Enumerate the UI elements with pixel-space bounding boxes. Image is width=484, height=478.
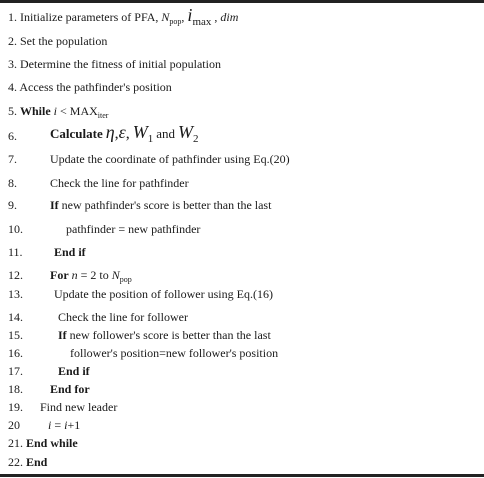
equals: = bbox=[54, 418, 62, 432]
keyword-end: End bbox=[26, 455, 48, 469]
line-text: Check the line for pathfinder bbox=[50, 176, 189, 190]
line-text: < MAX bbox=[60, 104, 98, 118]
line-text: Access the pathfinder's position bbox=[19, 80, 172, 94]
line-number: 3. bbox=[8, 57, 17, 71]
var-w1: W bbox=[132, 122, 148, 142]
var-w2: W bbox=[178, 122, 194, 142]
line-text: new pathfinder's score is better than the last bbox=[61, 198, 272, 212]
keyword-end-while: End while bbox=[26, 436, 78, 450]
line-number: 19. bbox=[8, 400, 23, 414]
algo-line-2 bbox=[8, 34, 107, 48]
top-rule bbox=[0, 0, 484, 3]
line-number: 7. bbox=[8, 152, 17, 166]
line-text: = 2 to bbox=[80, 268, 109, 282]
algo-line-10 bbox=[8, 222, 200, 236]
line-number: 6. bbox=[8, 129, 17, 143]
algo-line-7 bbox=[8, 152, 290, 166]
keyword-for: For bbox=[50, 268, 69, 282]
line-number: 5. bbox=[8, 104, 17, 118]
var-w1-sub: 1 bbox=[147, 133, 154, 145]
plus-one: +1 bbox=[67, 418, 81, 432]
line-text: Update the position of follower using Eq.(16) bbox=[54, 287, 273, 301]
algo-line-8 bbox=[8, 176, 189, 190]
algo-line-21 bbox=[8, 436, 78, 450]
algo-line-1 bbox=[8, 5, 239, 29]
keyword-calculate: Calculate bbox=[50, 126, 103, 141]
line-text: Set the population bbox=[20, 34, 108, 48]
var-w2-sub: 2 bbox=[193, 133, 199, 145]
keyword-end-for: End for bbox=[50, 382, 90, 396]
var-epsilon: ε bbox=[118, 122, 126, 142]
algo-line-3 bbox=[8, 57, 221, 71]
keyword-end-if: End if bbox=[58, 364, 90, 378]
line-text: Check the line for follower bbox=[58, 310, 188, 324]
algo-line-14 bbox=[8, 310, 188, 324]
algo-line-22 bbox=[8, 455, 47, 469]
var-N-sub: pop bbox=[119, 275, 132, 284]
comma: , bbox=[181, 10, 185, 24]
keyword-while: While bbox=[20, 104, 51, 118]
word-and: and bbox=[156, 126, 176, 141]
var-N: N bbox=[111, 268, 120, 282]
var-i: i bbox=[53, 104, 58, 118]
line-text: Initialize parameters of PFA, bbox=[20, 10, 159, 24]
algo-line-4 bbox=[8, 80, 172, 94]
var-n: n bbox=[71, 268, 78, 282]
line-number: 15. bbox=[8, 328, 23, 342]
line-text: pathfinder = new pathfinder bbox=[66, 222, 201, 236]
var-dim: dim bbox=[220, 10, 239, 24]
var-i-sub: max bbox=[192, 16, 212, 28]
var-n: N bbox=[161, 10, 170, 24]
line-number: 8. bbox=[8, 176, 17, 190]
algo-line-16 bbox=[8, 346, 278, 360]
line-number: 12. bbox=[8, 268, 23, 282]
line-number: 10. bbox=[8, 222, 23, 236]
algo-line-11 bbox=[8, 245, 86, 259]
line-number: 14. bbox=[8, 310, 23, 324]
line-number: 18. bbox=[8, 382, 23, 396]
keyword-end-if: End if bbox=[54, 245, 86, 259]
line-number: 17. bbox=[8, 364, 23, 378]
line-number: 21. bbox=[8, 436, 23, 450]
line-number: 2. bbox=[8, 34, 17, 48]
line-number: 13. bbox=[8, 287, 23, 301]
line-number: 11. bbox=[8, 245, 23, 259]
algo-line-12 bbox=[8, 268, 132, 287]
line-number: 9. bbox=[8, 198, 17, 212]
line-text: Determine the fitness of initial population bbox=[20, 57, 221, 71]
bottom-rule bbox=[0, 474, 484, 477]
var-i: i bbox=[48, 418, 52, 432]
line-text: new follower's score is better than the last bbox=[69, 328, 271, 342]
var-i: i bbox=[187, 5, 193, 25]
var-eta: η bbox=[105, 122, 115, 142]
algo-line-20 bbox=[8, 418, 80, 432]
comma: , bbox=[125, 125, 130, 142]
algo-line-19 bbox=[8, 400, 117, 414]
line-text: Find new leader bbox=[40, 400, 118, 414]
algo-line-15 bbox=[8, 328, 271, 342]
comma: , bbox=[214, 10, 218, 24]
algo-line-13 bbox=[8, 287, 273, 301]
keyword-if: If bbox=[58, 328, 67, 342]
comma: , bbox=[114, 125, 119, 142]
algo-line-17 bbox=[8, 364, 90, 378]
keyword-if: If bbox=[50, 198, 59, 212]
var-sub: iter bbox=[97, 111, 109, 120]
line-number: 22. bbox=[8, 455, 23, 469]
line-number: 1. bbox=[8, 10, 17, 24]
algo-line-18 bbox=[8, 382, 90, 396]
var-i: i bbox=[64, 418, 68, 432]
line-number: 16. bbox=[8, 346, 23, 360]
line-number: 20 bbox=[8, 418, 20, 432]
line-text: follower's position=new follower's position bbox=[70, 346, 279, 360]
algo-line-9 bbox=[8, 198, 271, 212]
line-number: 4. bbox=[8, 80, 17, 94]
algo-line-5 bbox=[8, 104, 108, 123]
var-n-sub: pop bbox=[169, 17, 182, 26]
line-text: Update the coordinate of pathfinder using Eq.(20) bbox=[50, 152, 290, 166]
